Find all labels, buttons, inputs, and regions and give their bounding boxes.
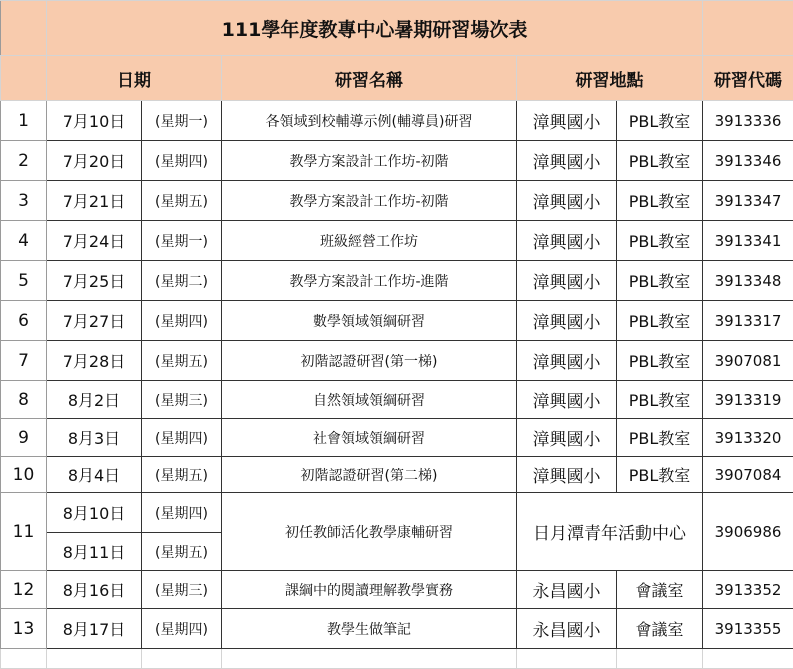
- table-row: [1, 381, 793, 419]
- name-cell[interactable]: 教學生做筆記: [222, 609, 517, 649]
- room-cell[interactable]: PBL教室: [617, 261, 703, 301]
- code-cell[interactable]: 3907081: [703, 341, 793, 381]
- row-number[interactable]: 4: [1, 221, 47, 261]
- empty-cell[interactable]: [222, 649, 517, 669]
- row-number[interactable]: 9: [1, 419, 47, 457]
- code-cell[interactable]: 3913336: [703, 101, 793, 141]
- title-row: [1, 1, 793, 56]
- table-row: [1, 341, 793, 381]
- room-cell[interactable]: PBL教室: [617, 101, 703, 141]
- table-row: [1, 493, 793, 533]
- table-row: [1, 571, 793, 609]
- date-cell[interactable]: 8月16日: [47, 571, 142, 609]
- weekday-cell[interactable]: (星期四): [142, 609, 222, 649]
- empty-cell[interactable]: [142, 649, 222, 669]
- code-cell[interactable]: 3913352: [703, 571, 793, 609]
- date-cell[interactable]: 7月24日: [47, 221, 142, 261]
- row-number[interactable]: 11: [1, 493, 47, 571]
- header-row: [1, 56, 793, 101]
- name-cell[interactable]: 教學方案設計工作坊-初階: [222, 141, 517, 181]
- room-cell[interactable]: PBL教室: [617, 381, 703, 419]
- code-cell[interactable]: 3913320: [703, 419, 793, 457]
- date-cell[interactable]: 8月17日: [47, 609, 142, 649]
- date-cell[interactable]: 7月21日: [47, 181, 142, 221]
- code-cell[interactable]: 3906986: [703, 493, 793, 571]
- sheet-title[interactable]: 111學年度教專中心暑期研習場次表: [47, 1, 703, 56]
- room-cell[interactable]: PBL教室: [617, 181, 703, 221]
- header-code[interactable]: 研習代碼: [703, 56, 793, 101]
- date-cell[interactable]: 8月3日: [47, 419, 142, 457]
- weekday-cell[interactable]: (星期五): [142, 533, 222, 571]
- weekday-cell[interactable]: (星期四): [142, 419, 222, 457]
- room-cell[interactable]: PBL教室: [617, 141, 703, 181]
- school-cell[interactable]: 漳興國小: [517, 101, 617, 141]
- school-cell[interactable]: 漳興國小: [517, 261, 617, 301]
- weekday-cell[interactable]: (星期三): [142, 381, 222, 419]
- row-number[interactable]: 7: [1, 341, 47, 381]
- table-row: [1, 261, 793, 301]
- name-cell[interactable]: 課綱中的閱讀理解教學實務: [222, 571, 517, 609]
- school-cell[interactable]: 漳興國小: [517, 419, 617, 457]
- school-cell[interactable]: 漳興國小: [517, 301, 617, 341]
- weekday-cell[interactable]: (星期二): [142, 261, 222, 301]
- weekday-cell[interactable]: (星期四): [142, 301, 222, 341]
- date-cell[interactable]: 8月10日: [47, 493, 142, 533]
- room-cell[interactable]: PBL教室: [617, 419, 703, 457]
- header-name[interactable]: 研習名稱: [222, 56, 517, 101]
- empty-cell[interactable]: [1, 649, 47, 669]
- empty-cell[interactable]: [617, 649, 703, 669]
- name-cell[interactable]: 教學方案設計工作坊-初階: [222, 181, 517, 221]
- name-cell[interactable]: 數學領域領綱研習: [222, 301, 517, 341]
- table-row: [1, 181, 793, 221]
- table-row: [1, 221, 793, 261]
- header-location[interactable]: 研習地點: [517, 56, 703, 101]
- table-row: [1, 141, 793, 181]
- name-cell[interactable]: 各領域到校輔導示例(輔導員)研習: [222, 101, 517, 141]
- date-cell[interactable]: 7月25日: [47, 261, 142, 301]
- row-number[interactable]: 6: [1, 301, 47, 341]
- school-cell[interactable]: 漳興國小: [517, 141, 617, 181]
- date-cell[interactable]: 7月10日: [47, 101, 142, 141]
- table-row: [1, 301, 793, 341]
- weekday-cell[interactable]: (星期四): [142, 141, 222, 181]
- weekday-cell[interactable]: (星期五): [142, 181, 222, 221]
- weekday-cell[interactable]: (星期四): [142, 493, 222, 533]
- name-cell[interactable]: 教學方案設計工作坊-進階: [222, 261, 517, 301]
- row-number[interactable]: 8: [1, 381, 47, 419]
- room-cell[interactable]: 會議室: [617, 609, 703, 649]
- row-number[interactable]: 13: [1, 609, 47, 649]
- row-number[interactable]: 2: [1, 141, 47, 181]
- code-cell[interactable]: 3913346: [703, 141, 793, 181]
- weekday-cell[interactable]: (星期五): [142, 457, 222, 493]
- weekday-cell[interactable]: (星期一): [142, 221, 222, 261]
- room-cell[interactable]: PBL教室: [617, 301, 703, 341]
- school-cell[interactable]: 漳興國小: [517, 181, 617, 221]
- school-cell[interactable]: 漳興國小: [517, 457, 617, 493]
- code-cell[interactable]: 3913341: [703, 221, 793, 261]
- code-cell[interactable]: 3913317: [703, 301, 793, 341]
- code-cell[interactable]: 3913355: [703, 609, 793, 649]
- row-number[interactable]: 1: [1, 101, 47, 141]
- row-number[interactable]: 12: [1, 571, 47, 609]
- empty-cell[interactable]: [703, 649, 793, 669]
- date-cell[interactable]: 8月2日: [47, 381, 142, 419]
- code-cell[interactable]: 3913347: [703, 181, 793, 221]
- date-cell[interactable]: 7月28日: [47, 341, 142, 381]
- empty-cell[interactable]: [47, 649, 142, 669]
- school-cell[interactable]: 漳興國小: [517, 341, 617, 381]
- row-number[interactable]: 3: [1, 181, 47, 221]
- code-cell[interactable]: 3907084: [703, 457, 793, 493]
- header-number-cell[interactable]: [1, 56, 47, 101]
- table-row: [1, 609, 793, 649]
- table-row: [1, 419, 793, 457]
- school-cell[interactable]: 漳興國小: [517, 381, 617, 419]
- date-cell[interactable]: 7月27日: [47, 301, 142, 341]
- name-cell[interactable]: 初任教師活化教學康輔研習: [222, 493, 517, 571]
- title-code-cell[interactable]: [703, 1, 793, 56]
- weekday-cell[interactable]: (星期三): [142, 571, 222, 609]
- weekday-cell[interactable]: (星期一): [142, 101, 222, 141]
- weekday-cell[interactable]: (星期五): [142, 341, 222, 381]
- table-row: [1, 457, 793, 493]
- code-cell[interactable]: 3913319: [703, 381, 793, 419]
- date-cell[interactable]: 8月11日: [47, 533, 142, 571]
- name-cell[interactable]: 初階認證研習(第二梯): [222, 457, 517, 493]
- name-cell[interactable]: 初階認證研習(第一梯): [222, 341, 517, 381]
- room-cell[interactable]: PBL教室: [617, 221, 703, 261]
- location-cell[interactable]: 日月潭青年活動中心: [517, 493, 703, 571]
- table-row: [1, 101, 793, 141]
- school-cell[interactable]: 永昌國小: [517, 571, 617, 609]
- name-cell[interactable]: 班級經營工作坊: [222, 221, 517, 261]
- room-cell[interactable]: 會議室: [617, 571, 703, 609]
- school-cell[interactable]: 永昌國小: [517, 609, 617, 649]
- name-cell[interactable]: 自然領域領綱研習: [222, 381, 517, 419]
- row-number[interactable]: 10: [1, 457, 47, 493]
- room-cell[interactable]: PBL教室: [617, 457, 703, 493]
- blank-row: [1, 649, 793, 669]
- name-cell[interactable]: 社會領域領綱研習: [222, 419, 517, 457]
- row-number[interactable]: 5: [1, 261, 47, 301]
- date-cell[interactable]: 7月20日: [47, 141, 142, 181]
- room-cell[interactable]: PBL教室: [617, 341, 703, 381]
- code-cell[interactable]: 3913348: [703, 261, 793, 301]
- header-date[interactable]: 日期: [47, 56, 222, 101]
- empty-cell[interactable]: [517, 649, 617, 669]
- title-row-number-cell[interactable]: [1, 1, 47, 56]
- school-cell[interactable]: 漳興國小: [517, 221, 617, 261]
- date-cell[interactable]: 8月4日: [47, 457, 142, 493]
